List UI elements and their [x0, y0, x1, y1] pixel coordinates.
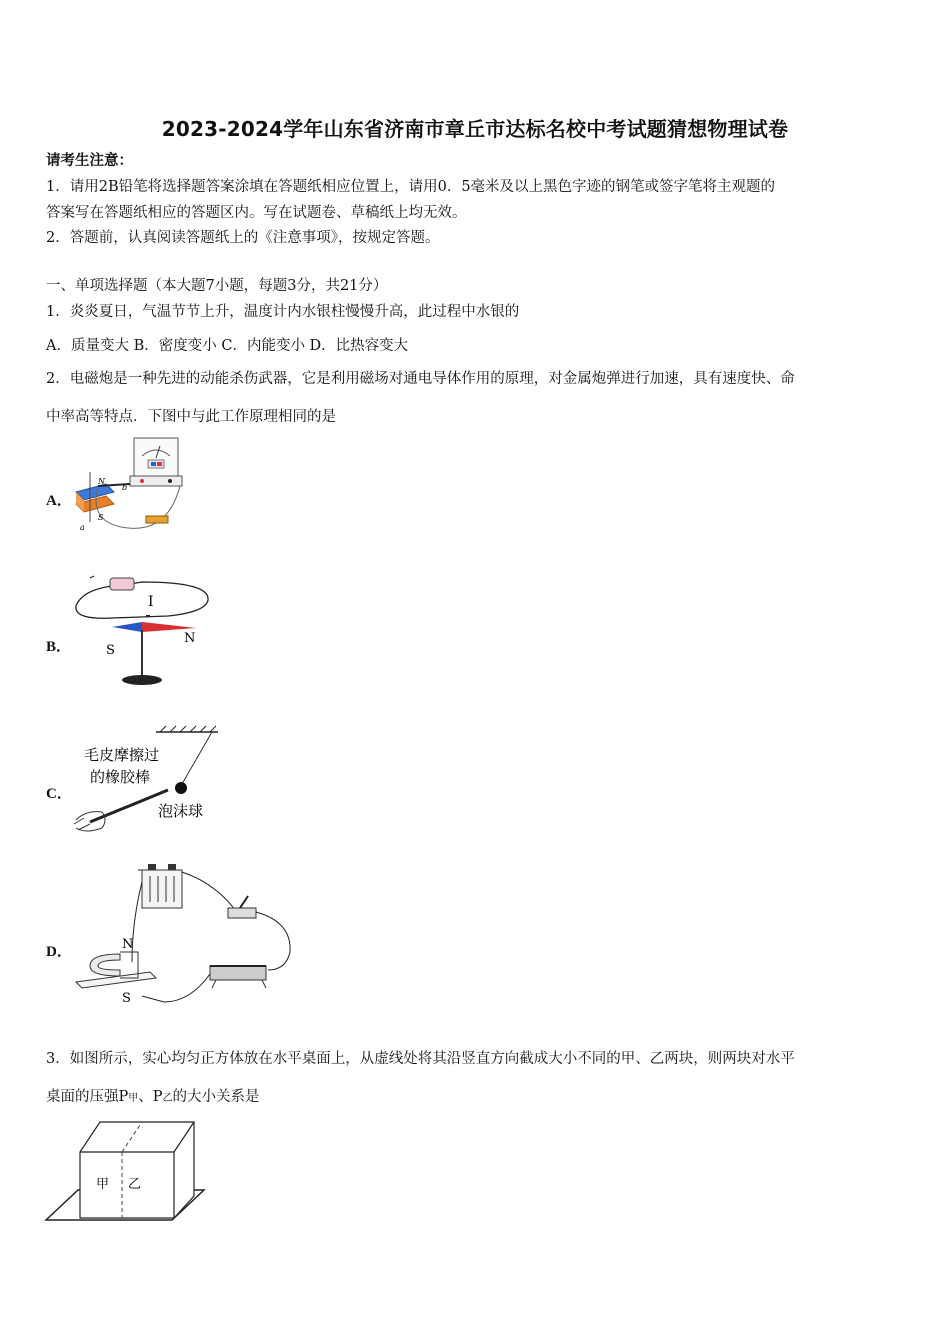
notice-line-1: 1．请用2B铅笔将选择题答案涂填在答题纸相应位置上，请用0．5毫米及以上黑色字迹的钢笔或签字笔将主观题的 [46, 179, 776, 195]
q3-stem-post: 的大小关系是 [172, 1089, 260, 1105]
q3-stem-pre: 桌面的压强P [46, 1089, 129, 1105]
q2-option-c-label: C． [46, 786, 72, 802]
q3-stem-line-1: 3．如图所示，实心均匀正方体放在水平桌面上，从虚线处将其沿竖直方向截成大小不同的甲、乙两块，则两块对水平 [46, 1051, 795, 1067]
q2-option-d-label: D． [46, 944, 72, 960]
q1-options: A．质量变大 B．密度变小 C．内能变小 D．比热容变大 [46, 338, 409, 354]
fig-b-n: N [184, 631, 196, 646]
notice-line-3: 2．答题前，认真阅读答题纸上的《注意事项》，按规定答题。 [46, 230, 440, 246]
fig-a-b: b [122, 483, 128, 492]
q3-stem-mid: 、P [138, 1089, 163, 1105]
fig-b-current: I [148, 594, 154, 610]
q2-option-b-label: B． [46, 639, 72, 655]
fig-a-n: N [98, 477, 105, 486]
q2-figure-d [72, 862, 302, 1012]
fig-b-s: S [106, 643, 115, 658]
fig-d-s: S [122, 991, 131, 1006]
q3-fig-yi: 乙 [128, 1177, 142, 1192]
fig-c-rod-line-1: 毛皮摩擦过 [84, 746, 160, 764]
page-title: 2023-2024学年山东省济南市章丘市达标名校中考试题猜想物理试卷 [161, 117, 789, 141]
notice-line-2: 答案写在答题纸相应的答题区内。写在试题卷、草稿纸上均无效。 [46, 205, 467, 221]
q1-stem: 1．炎炎夏日，气温节节上升，温度计内水银柱慢慢升高，此过程中水银的 [46, 304, 520, 320]
q2-option-a-label: A． [46, 493, 72, 509]
q3-fig-jia: 甲 [96, 1177, 110, 1192]
fig-a-s: S [98, 513, 104, 522]
q2-stem-line-2: 中率高等特点．下图中与此工作原理相同的是 [46, 409, 336, 425]
q2-figure-b [72, 572, 212, 690]
q2-stem-line-1: 2．电磁炮是一种先进的动能杀伤武器，它是利用磁场对通电导体作用的原理，对金属炮弹进行加速，具有速度快、命 [46, 371, 795, 387]
q2-figure-c [72, 724, 222, 836]
fig-c-ball-label: 泡沫球 [158, 802, 204, 820]
section-heading: 一、单项选择题（本大题7小题，每题3分，共21分） [46, 278, 388, 294]
notice-heading: 请考生注意： [46, 152, 133, 169]
q3-figure-cube [44, 1118, 206, 1224]
fig-a-a: a [80, 523, 85, 532]
q2-figure-a [68, 432, 188, 534]
fig-c-rod-line-2: 的橡胶棒 [90, 768, 151, 786]
q3-sub-jia: 甲 [128, 1093, 139, 1104]
fig-d-n: N [122, 937, 134, 952]
q3-sub-yi: 乙 [162, 1093, 173, 1104]
q3-stem-line-2 [46, 1087, 260, 1109]
